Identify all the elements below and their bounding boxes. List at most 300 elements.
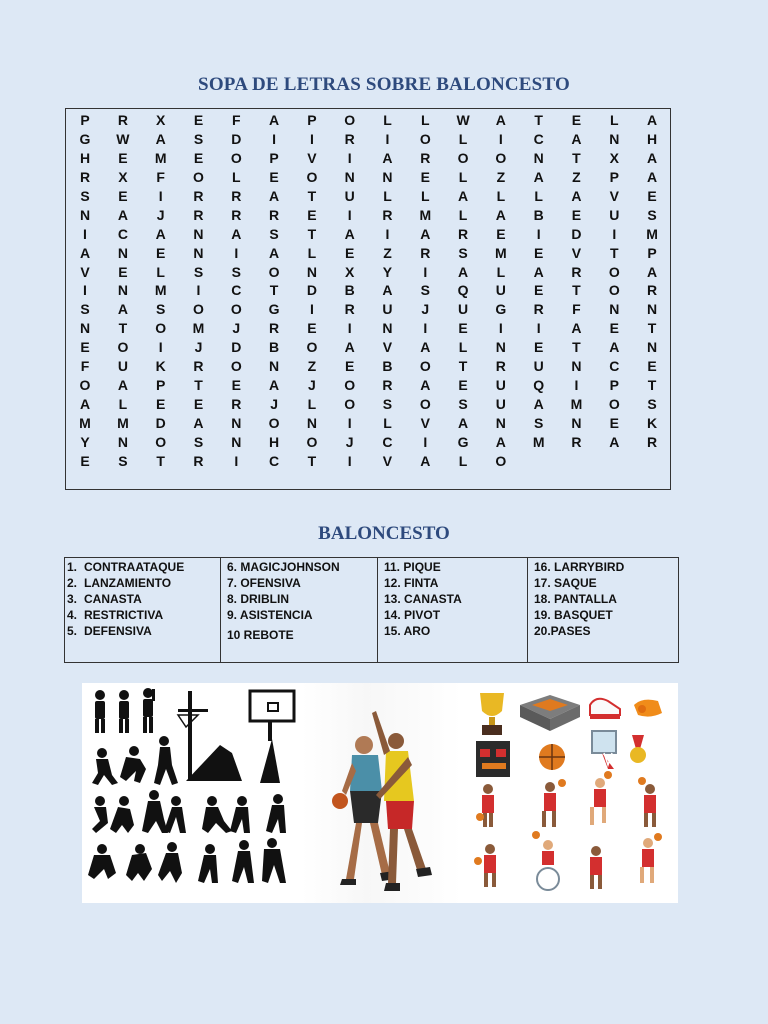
grid-letter: O: [419, 396, 431, 413]
grid-letter: A: [420, 377, 431, 394]
grid-letter: E: [420, 168, 430, 185]
grid-letter: Y: [382, 263, 393, 280]
grid-letter: T: [647, 320, 657, 337]
grid-letter: E: [118, 263, 128, 280]
grid-letter: Z: [496, 168, 506, 185]
grid-letter: C: [117, 225, 128, 242]
grid-letter: O: [155, 320, 167, 337]
grid-letter: O: [117, 339, 129, 356]
grid-letter: O: [419, 130, 431, 147]
grid-letter: S: [231, 263, 241, 280]
grid-letter: A: [269, 187, 280, 204]
grid-letter: T: [647, 377, 657, 394]
grid-letter: R: [117, 112, 128, 128]
word-item: 3. CANASTA: [67, 592, 142, 606]
grid-letter: W: [116, 130, 130, 147]
grid-letter: A: [117, 206, 128, 223]
grid-letter: K: [646, 415, 658, 431]
grid-letter: T: [307, 452, 317, 469]
grid-letter: O: [306, 168, 318, 185]
grid-letter: L: [496, 263, 506, 280]
grid-letter: E: [458, 320, 468, 337]
grid-letter: B: [533, 206, 544, 223]
grid-letter: R: [646, 433, 658, 450]
grid-letter: A: [646, 263, 658, 280]
grid-letter: C: [231, 282, 242, 299]
grid-letter: R: [646, 282, 658, 299]
word-item: 4. RESTRICTIVA: [67, 608, 164, 622]
grid-letter: T: [307, 225, 317, 242]
grid-letter: O: [230, 358, 242, 375]
grid-letter: L: [458, 339, 468, 356]
grid-letter: V: [420, 415, 430, 431]
grid-letter: A: [117, 301, 128, 318]
grid-letter: O: [306, 433, 318, 450]
page-title: SOPA DE LETRAS SOBRE BALONCESTO: [198, 74, 570, 95]
grid-letter: Z: [572, 168, 581, 185]
grid-letter: R: [269, 206, 280, 223]
grid-letter: N: [646, 339, 658, 356]
grid-letter: P: [156, 377, 166, 394]
grid-letter: N: [571, 415, 582, 431]
grid-letter: A: [646, 112, 658, 128]
grid-letter: N: [117, 433, 128, 450]
grid-letter: S: [80, 187, 90, 204]
grid-letter: M: [419, 206, 432, 223]
grid-letter: L: [118, 396, 128, 413]
grid-letter: V: [80, 263, 90, 280]
word-list-column-3: [378, 558, 528, 662]
grid-letter: J: [421, 301, 430, 318]
grid-letter: E: [156, 396, 166, 413]
grid-letter: R: [571, 263, 582, 280]
grid-letter: R: [382, 206, 393, 223]
grid-letter: U: [117, 358, 128, 375]
word-list-column-1: [65, 558, 221, 662]
word-item: 2. LANZAMIENTO: [67, 576, 172, 590]
grid-letter: J: [345, 433, 354, 450]
grid-letter: A: [269, 244, 280, 261]
grid-letter: M: [495, 244, 507, 261]
grid-letter: E: [609, 415, 619, 431]
grid-letter: O: [419, 358, 431, 375]
word-list-title: BALONCESTO: [318, 523, 450, 544]
grid-letter: A: [571, 320, 582, 337]
grid-letter: N: [646, 301, 658, 318]
grid-letter: L: [496, 187, 506, 204]
grid-letter: I: [234, 244, 239, 261]
grid-letter: I: [385, 130, 390, 147]
grid-letter: A: [193, 415, 204, 431]
grid-letter: G: [79, 130, 91, 147]
word-list-column-2: [221, 558, 378, 662]
grid-letter: L: [232, 168, 241, 185]
grid-letter: P: [609, 168, 619, 185]
grid-letter: N: [306, 415, 317, 431]
word-item: 12. FINTA: [384, 576, 439, 590]
grid-letter: E: [458, 377, 468, 394]
grid-letter: C: [382, 433, 393, 450]
grid-letter: O: [79, 377, 91, 394]
grid-letter: O: [306, 339, 318, 356]
grid-letter: P: [307, 112, 317, 128]
grid-letter: I: [536, 320, 541, 337]
grid-letter: U: [495, 282, 506, 299]
grid-letter: I: [83, 282, 87, 299]
players-action-photo-image: [302, 683, 462, 903]
grid-letter: R: [382, 377, 393, 394]
grid-letter: S: [647, 206, 657, 223]
grid-letter: N: [571, 358, 582, 375]
grid-letter: U: [458, 301, 469, 318]
grid-letter: I: [347, 149, 352, 166]
grid-letter: F: [232, 112, 241, 128]
grid-letter: N: [306, 263, 317, 280]
grid-letter: G: [268, 301, 280, 318]
grid-letter: A: [155, 225, 166, 242]
grid-letter: O: [230, 301, 242, 318]
grid-letter: L: [458, 168, 468, 185]
word-item: 14. PIVOT: [384, 608, 441, 622]
grid-letter: R: [495, 358, 506, 375]
grid-letter: R: [458, 225, 469, 242]
word-item: 16. LARRYBIRD: [534, 560, 625, 574]
word-search-grid: [65, 108, 671, 490]
grid-letter: I: [347, 206, 352, 223]
grid-letter: S: [156, 301, 166, 318]
grid-letter: I: [498, 130, 503, 147]
grid-letter: S: [118, 452, 128, 469]
grid-letter: D: [231, 130, 242, 147]
grid-letter: J: [307, 377, 316, 394]
grid-letter: Q: [533, 377, 545, 394]
grid-letter: N: [79, 320, 91, 337]
grid-letter: E: [193, 149, 204, 166]
grid-letter: E: [307, 320, 317, 337]
grid-letter: A: [155, 130, 166, 147]
grid-letter: R: [571, 433, 582, 450]
grid-letter: A: [231, 225, 242, 242]
grid-letter: C: [269, 452, 280, 469]
grid-letter: O: [495, 452, 507, 469]
grid-letter: N: [193, 225, 204, 242]
grid-letter: A: [533, 168, 544, 185]
grid-letter: O: [344, 112, 356, 128]
grid-letter: A: [344, 339, 355, 356]
grid-letter: M: [117, 415, 129, 431]
grid-letter: F: [80, 358, 90, 375]
grid-letter: T: [572, 339, 581, 356]
grid-letter: Z: [307, 358, 317, 375]
grid-letter: E: [533, 339, 544, 356]
grid-letter: O: [193, 168, 204, 185]
grid-letter: P: [269, 149, 279, 166]
grid-letter: A: [533, 263, 544, 280]
illustration-strip: [82, 683, 678, 903]
trophy-icon: [480, 693, 504, 735]
word-list-column-4: [528, 558, 678, 662]
grid-letter: L: [383, 112, 392, 128]
grid-letter: N: [117, 282, 128, 299]
grid-letter: A: [609, 339, 620, 356]
grid-letter: T: [156, 452, 165, 469]
grid-letter: E: [193, 112, 204, 128]
grid-letter: G: [457, 433, 469, 450]
grid-letter: Q: [457, 282, 469, 299]
word-item: 6. MAGICJOHNSON: [227, 560, 340, 574]
grid-letter: I: [612, 225, 617, 242]
grid-letter: O: [268, 263, 280, 280]
grid-letter: L: [420, 112, 430, 128]
grid-letter: R: [231, 206, 242, 223]
grid-letter: B: [382, 358, 393, 375]
grid-letter: X: [156, 112, 166, 128]
grid-letter: B: [344, 282, 355, 299]
word-list-table: [64, 557, 679, 663]
grid-letter: V: [571, 244, 582, 261]
grid-letter: N: [117, 244, 128, 261]
grid-letter: M: [532, 433, 545, 450]
grid-letter: I: [83, 225, 87, 242]
grid-letter: J: [270, 396, 278, 413]
word-item: 20.PASES: [534, 624, 591, 638]
grid-letter: O: [495, 149, 507, 166]
grid-letter: E: [571, 112, 582, 128]
grid-letter: A: [609, 433, 620, 450]
grid-letter: E: [118, 149, 128, 166]
grid-letter: V: [307, 149, 317, 166]
grid-letter: N: [382, 168, 393, 185]
grid-letter: M: [646, 225, 658, 242]
grid-letter: V: [609, 187, 619, 204]
grid-letter: A: [420, 339, 431, 356]
grid-letter: C: [533, 130, 544, 147]
grid-letter: S: [193, 433, 204, 450]
word-item: 11. PIQUE: [384, 560, 441, 574]
grid-letter: O: [457, 149, 469, 166]
grid-letter: M: [154, 282, 167, 299]
grid-letter: I: [158, 339, 163, 356]
grid-letter: Z: [383, 244, 392, 261]
grid-letter: L: [383, 187, 392, 204]
grid-letter: E: [647, 187, 657, 204]
grid-letter: R: [344, 301, 355, 318]
grid-letter: A: [382, 149, 393, 166]
grid-letter: D: [306, 282, 317, 299]
grid-letter: A: [420, 452, 431, 469]
grid-letter: L: [609, 112, 619, 128]
grid-letter: S: [193, 130, 204, 147]
grid-letter: T: [118, 320, 128, 337]
grid-letter: F: [572, 301, 581, 318]
grid-letter: D: [571, 225, 582, 242]
grid-letter: M: [570, 396, 583, 413]
grid-letter: T: [609, 244, 619, 261]
grid-letter: R: [269, 320, 280, 337]
grid-letter: A: [269, 112, 280, 128]
basketball-silhouettes-image: [82, 683, 302, 903]
grid-letter: A: [458, 263, 469, 280]
word-item: 7. OFENSIVA: [227, 576, 301, 590]
grid-letter: S: [80, 301, 90, 318]
grid-letter: R: [420, 149, 431, 166]
grid-letter: V: [382, 452, 393, 469]
grid-letter: U: [382, 301, 393, 318]
grid-letter: I: [347, 320, 352, 337]
grid-letter: O: [608, 396, 620, 413]
grid-letter: P: [80, 112, 90, 128]
grid-letter: L: [458, 130, 468, 147]
grid-letter: P: [609, 377, 619, 394]
grid-letter: L: [307, 244, 317, 261]
word-item: 18. PANTALLA: [534, 592, 617, 606]
grid-letter: R: [79, 168, 91, 185]
grid-letter: O: [344, 377, 356, 394]
grid-letter: I: [498, 320, 503, 337]
grid-letter: N: [609, 130, 620, 147]
grid-letter: G: [495, 301, 507, 318]
grid-letter: A: [382, 282, 393, 299]
word-item: 8. DRIBLIN: [227, 592, 290, 606]
grid-letter: B: [269, 339, 280, 356]
grid-letter: D: [231, 339, 242, 356]
grid-letter: I: [234, 452, 239, 469]
grid-letter: M: [192, 320, 205, 337]
grid-letter: A: [79, 396, 91, 413]
grid-letter: O: [608, 263, 620, 280]
grid-letter: T: [194, 377, 203, 394]
grid-letter: A: [495, 433, 506, 450]
grid-letter: R: [193, 358, 204, 375]
grid-letter: N: [344, 168, 355, 185]
grid-letter: R: [533, 301, 544, 318]
grid-letter: X: [609, 149, 619, 166]
grid-letter: E: [156, 244, 166, 261]
grid-letter: U: [609, 206, 620, 223]
grid-letter: R: [193, 206, 204, 223]
grid-letter: N: [533, 149, 544, 166]
grid-letter: U: [495, 396, 506, 413]
word-item: 17. SAQUE: [534, 576, 597, 590]
grid-letter: T: [572, 282, 581, 299]
word-item: 9. ASISTENCIA: [227, 608, 313, 622]
grid-letter: I: [385, 225, 390, 242]
grid-letter: A: [344, 225, 355, 242]
grid-letter: H: [79, 149, 91, 166]
grid-letter: L: [534, 187, 543, 204]
grid-letter: T: [458, 358, 468, 375]
grid-letter: P: [647, 244, 657, 261]
grid-letter: E: [496, 225, 506, 242]
grid-letter: T: [307, 187, 317, 204]
grid-letter: N: [193, 244, 204, 261]
grid-letter: S: [458, 244, 468, 261]
grid-letter: D: [155, 415, 166, 431]
grid-letter: U: [344, 187, 355, 204]
grid-letter: O: [608, 282, 620, 299]
grid-letter: I: [272, 130, 277, 147]
grid-letter: J: [156, 206, 165, 223]
grid-letter: E: [345, 358, 355, 375]
grid-letter: U: [495, 377, 506, 394]
grid-letter: N: [231, 415, 242, 431]
grid-letter: I: [158, 187, 163, 204]
grid-letter: S: [647, 396, 657, 413]
grid-letter: E: [609, 320, 619, 337]
grid-letter: L: [156, 263, 165, 280]
grid-letter: M: [154, 149, 167, 166]
grid-letter: A: [495, 112, 506, 128]
grid-letter: E: [80, 339, 90, 356]
grid-letter: J: [232, 320, 241, 337]
grid-letter: M: [79, 415, 91, 431]
grid-letter: E: [533, 282, 544, 299]
word-item: 5. DEFENSIVA: [67, 624, 152, 638]
grid-letter: N: [609, 301, 620, 318]
grid-letter: O: [155, 433, 167, 450]
grid-letter: S: [533, 415, 544, 431]
grid-letter: A: [571, 187, 582, 204]
grid-letter: T: [572, 149, 581, 166]
grid-letter: I: [423, 320, 428, 337]
grid-letter: R: [344, 130, 355, 147]
grid-letter: N: [495, 415, 506, 431]
grid-letter: X: [118, 168, 128, 185]
word-item: 13. CANASTA: [384, 592, 462, 606]
grid-letter: I: [423, 263, 428, 280]
word-item: 15. ARO: [384, 624, 431, 638]
grid-letter: I: [309, 301, 314, 318]
letter-grid: [66, 111, 670, 490]
grid-letter: I: [196, 282, 201, 299]
grid-letter: N: [231, 433, 242, 450]
grid-letter: S: [193, 263, 204, 280]
grid-letter: I: [574, 377, 579, 394]
grid-letter: K: [155, 358, 166, 375]
grid-letter: L: [383, 415, 392, 431]
grid-letter: N: [269, 358, 280, 375]
grid-letter: I: [309, 130, 314, 147]
grid-letter: R: [231, 396, 242, 413]
grid-letter: S: [269, 225, 279, 242]
grid-letter: I: [536, 225, 541, 242]
grid-letter: L: [420, 187, 430, 204]
grid-letter: H: [269, 433, 280, 450]
grid-letter: E: [269, 168, 279, 185]
grid-letter: L: [458, 452, 468, 469]
grid-letter: E: [571, 206, 582, 223]
grid-letter: W: [456, 112, 470, 128]
grid-letter: T: [269, 282, 279, 299]
grid-letter: X: [345, 263, 355, 280]
grid-letter: N: [495, 339, 506, 356]
grid-letter: O: [268, 415, 280, 431]
grid-letter: A: [458, 187, 469, 204]
grid-letter: V: [382, 339, 393, 356]
grid-letter: L: [307, 396, 317, 413]
grid-letter: A: [420, 225, 431, 242]
grid-letter: A: [495, 206, 506, 223]
grid-letter: R: [193, 187, 204, 204]
grid-letter: A: [646, 149, 658, 166]
grid-letter: T: [534, 112, 543, 128]
grid-letter: A: [646, 168, 658, 185]
grid-letter: R: [193, 452, 204, 469]
grid-letter: R: [231, 187, 242, 204]
grid-letter: A: [458, 415, 469, 431]
grid-letter: O: [230, 149, 242, 166]
grid-letter: N: [382, 320, 393, 337]
